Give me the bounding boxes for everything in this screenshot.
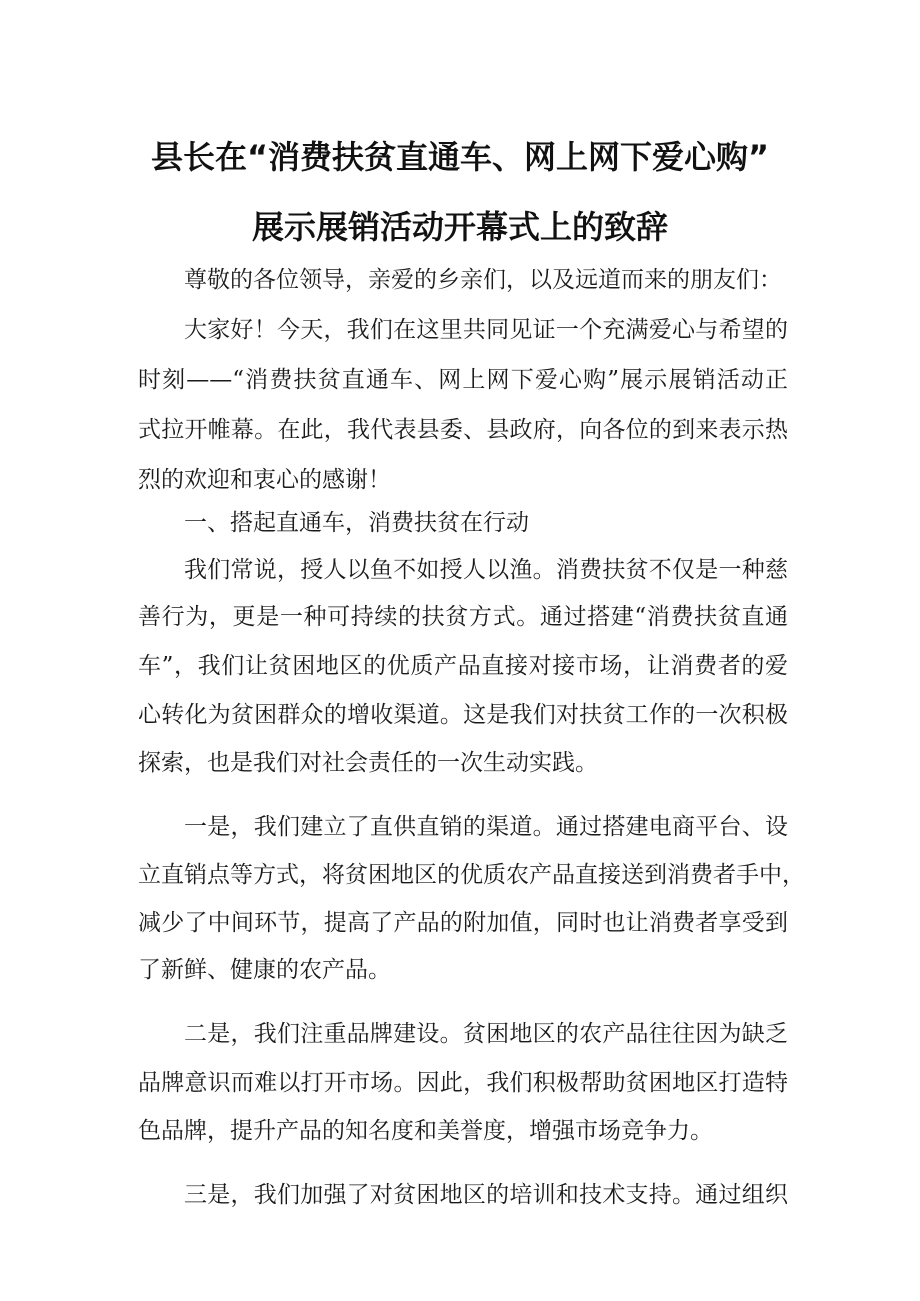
body-line: 品牌意识而难以打开市场。因此，我们积极帮助贫困地区打造特 xyxy=(138,1070,788,1096)
body-line: 了新鲜、健康的农产品。 xyxy=(138,957,391,983)
body-line: 心转化为贫困群众的增收渠道。这是我们对扶贫工作的一次积极 xyxy=(138,702,788,728)
section-heading: 一、搭起直通车，消费扶贫在行动 xyxy=(184,510,529,536)
document-title-line-2: 展示展销活动开幕式上的致辞 xyxy=(251,208,668,246)
body-line: 烈的欢迎和衷心的感谢！ xyxy=(138,467,391,493)
salutation-line: 尊敬的各位领导，亲爱的乡亲们，以及远道而来的朋友们： xyxy=(184,267,782,293)
document-title-line-1: 县长在“消费扶贫直通车、网上网下爱心购” xyxy=(150,138,770,176)
body-line: 立直销点等方式，将贫困地区的优质农产品直接送到消费者手中， xyxy=(138,862,805,888)
body-line: 车”，我们让贫困地区的优质产品直接对接市场，让消费者的爱 xyxy=(138,653,788,679)
body-line: 三是，我们加强了对贫困地区的培训和技术支持。通过组织 xyxy=(184,1182,788,1208)
body-line: 一是，我们建立了直供直销的渠道。通过搭建电商平台、设 xyxy=(184,814,788,840)
body-line: 减少了中间环节，提高了产品的附加值，同时也让消费者享受到 xyxy=(138,910,788,936)
body-line: 二是，我们注重品牌建设。贫困地区的农产品往往因为缺乏 xyxy=(184,1021,788,1047)
body-line: 善行为，更是一种可持续的扶贫方式。通过搭建“消费扶贫直通 xyxy=(138,604,788,630)
body-line: 色品牌，提升产品的知名度和美誉度，增强市场竞争力。 xyxy=(138,1118,713,1144)
body-line: 式拉开帷幕。在此，我代表县委、县政府，向各位的到来表示热 xyxy=(138,417,788,443)
body-line: 我们常说，授人以鱼不如授人以渔。消费扶贫不仅是一种慈 xyxy=(184,557,788,583)
body-line: 时刻——“消费扶贫直通车、网上网下爱心购”展示展销活动正 xyxy=(138,367,788,393)
body-line: 探索，也是我们对社会责任的一次生动实践。 xyxy=(138,750,598,776)
body-line: 大家好！今天，我们在这里共同见证一个充满爱心与希望的 xyxy=(184,317,788,343)
